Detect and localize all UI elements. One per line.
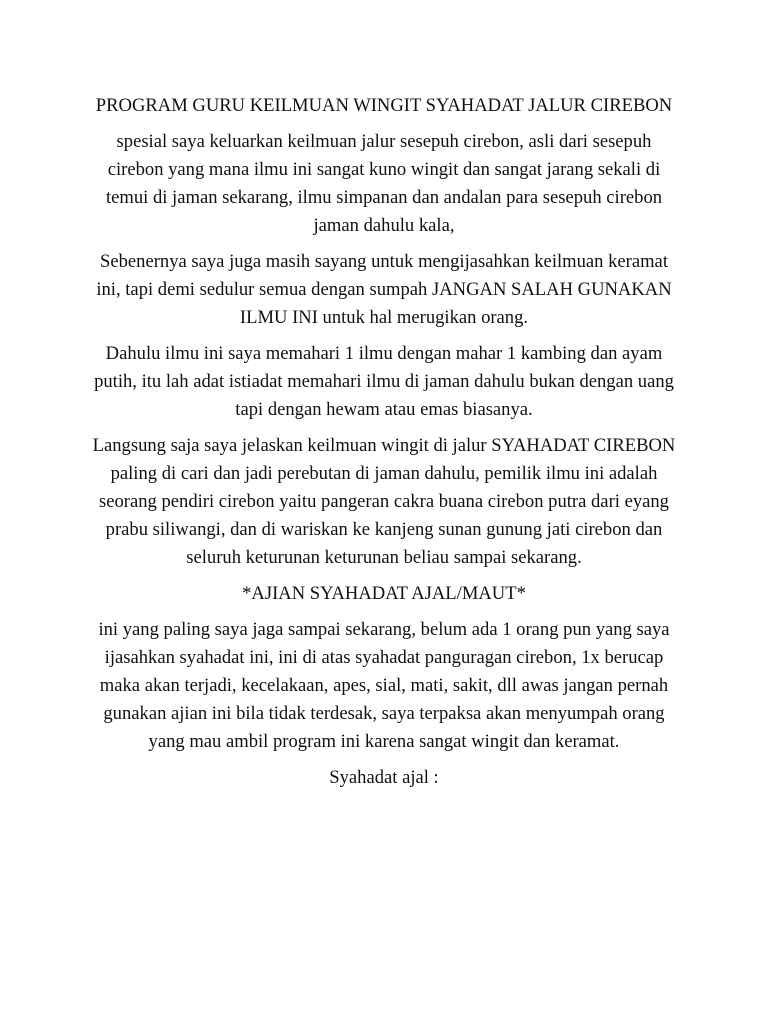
- paragraph-origin: Langsung saja saya jelaskan keilmuan wingit di jalur SYAHADAT CIREBON paling di cari dan jadi perebutan di jaman dahulu, pemilik ilmu ini adalah seorang pendiri cirebon yaitu pangeran cakra buana cirebon putra dari eyang prabu siliwangi, dan di wariskan ke kanjeng sunan gunung jati cirebon dan seluruh keturunan keturunan beliau sampai sekarang.: [92, 435, 676, 568]
- closing-label: Syahadat ajal :: [329, 767, 439, 788]
- document-title: PROGRAM GURU KEILMUAN WINGIT SYAHADAT JALUR CIREBON: [95, 95, 673, 116]
- section-heading: *AJIAN SYAHADAT AJAL/MAUT*: [242, 583, 526, 604]
- document-body: [88, 92, 680, 800]
- paragraph-intro: spesial saya keluarkan keilmuan jalur sesepuh cirebon, asli dari sesepuh cirebon yang mana ilmu ini sangat kuno wingit dan sangat jarang sekali di temui di jaman sekarang, ilmu simpanan dan andalan para sesepuh cirebon jaman dahulu kala,: [105, 131, 663, 236]
- section-paragraph: ini yang paling saya jaga sampai sekarang, belum ada 1 orang pun yang saya ijasahkan syahadat ini, ini di atas syahadat panguragan cirebon, 1x berucap maka akan terjadi, kecelakaan, apes, sial, mati, sakit, dll awas jangan pernah gunakan ajian ini bila tidak terdesak, saya terpaksa akan menyumpah orang yang mau ambil program ini karena sangat wingit dan keramat.: [98, 619, 670, 752]
- paragraph-mahar: Dahulu ilmu ini saya memahari 1 ilmu dengan mahar 1 kambing dan ayam putih, itu lah adat istiadat memahari ilmu di jaman dahulu bukan dengan uang tapi dengan hewam atau emas biasanya.: [94, 343, 674, 420]
- paragraph-warning: Sebenernya saya juga masih sayang untuk mengijasahkan keilmuan keramat ini, tapi demi sedulur semua dengan sumpah JANGAN SALAH GUNAKAN ILMU INI untuk hal merugikan orang.: [96, 251, 672, 328]
